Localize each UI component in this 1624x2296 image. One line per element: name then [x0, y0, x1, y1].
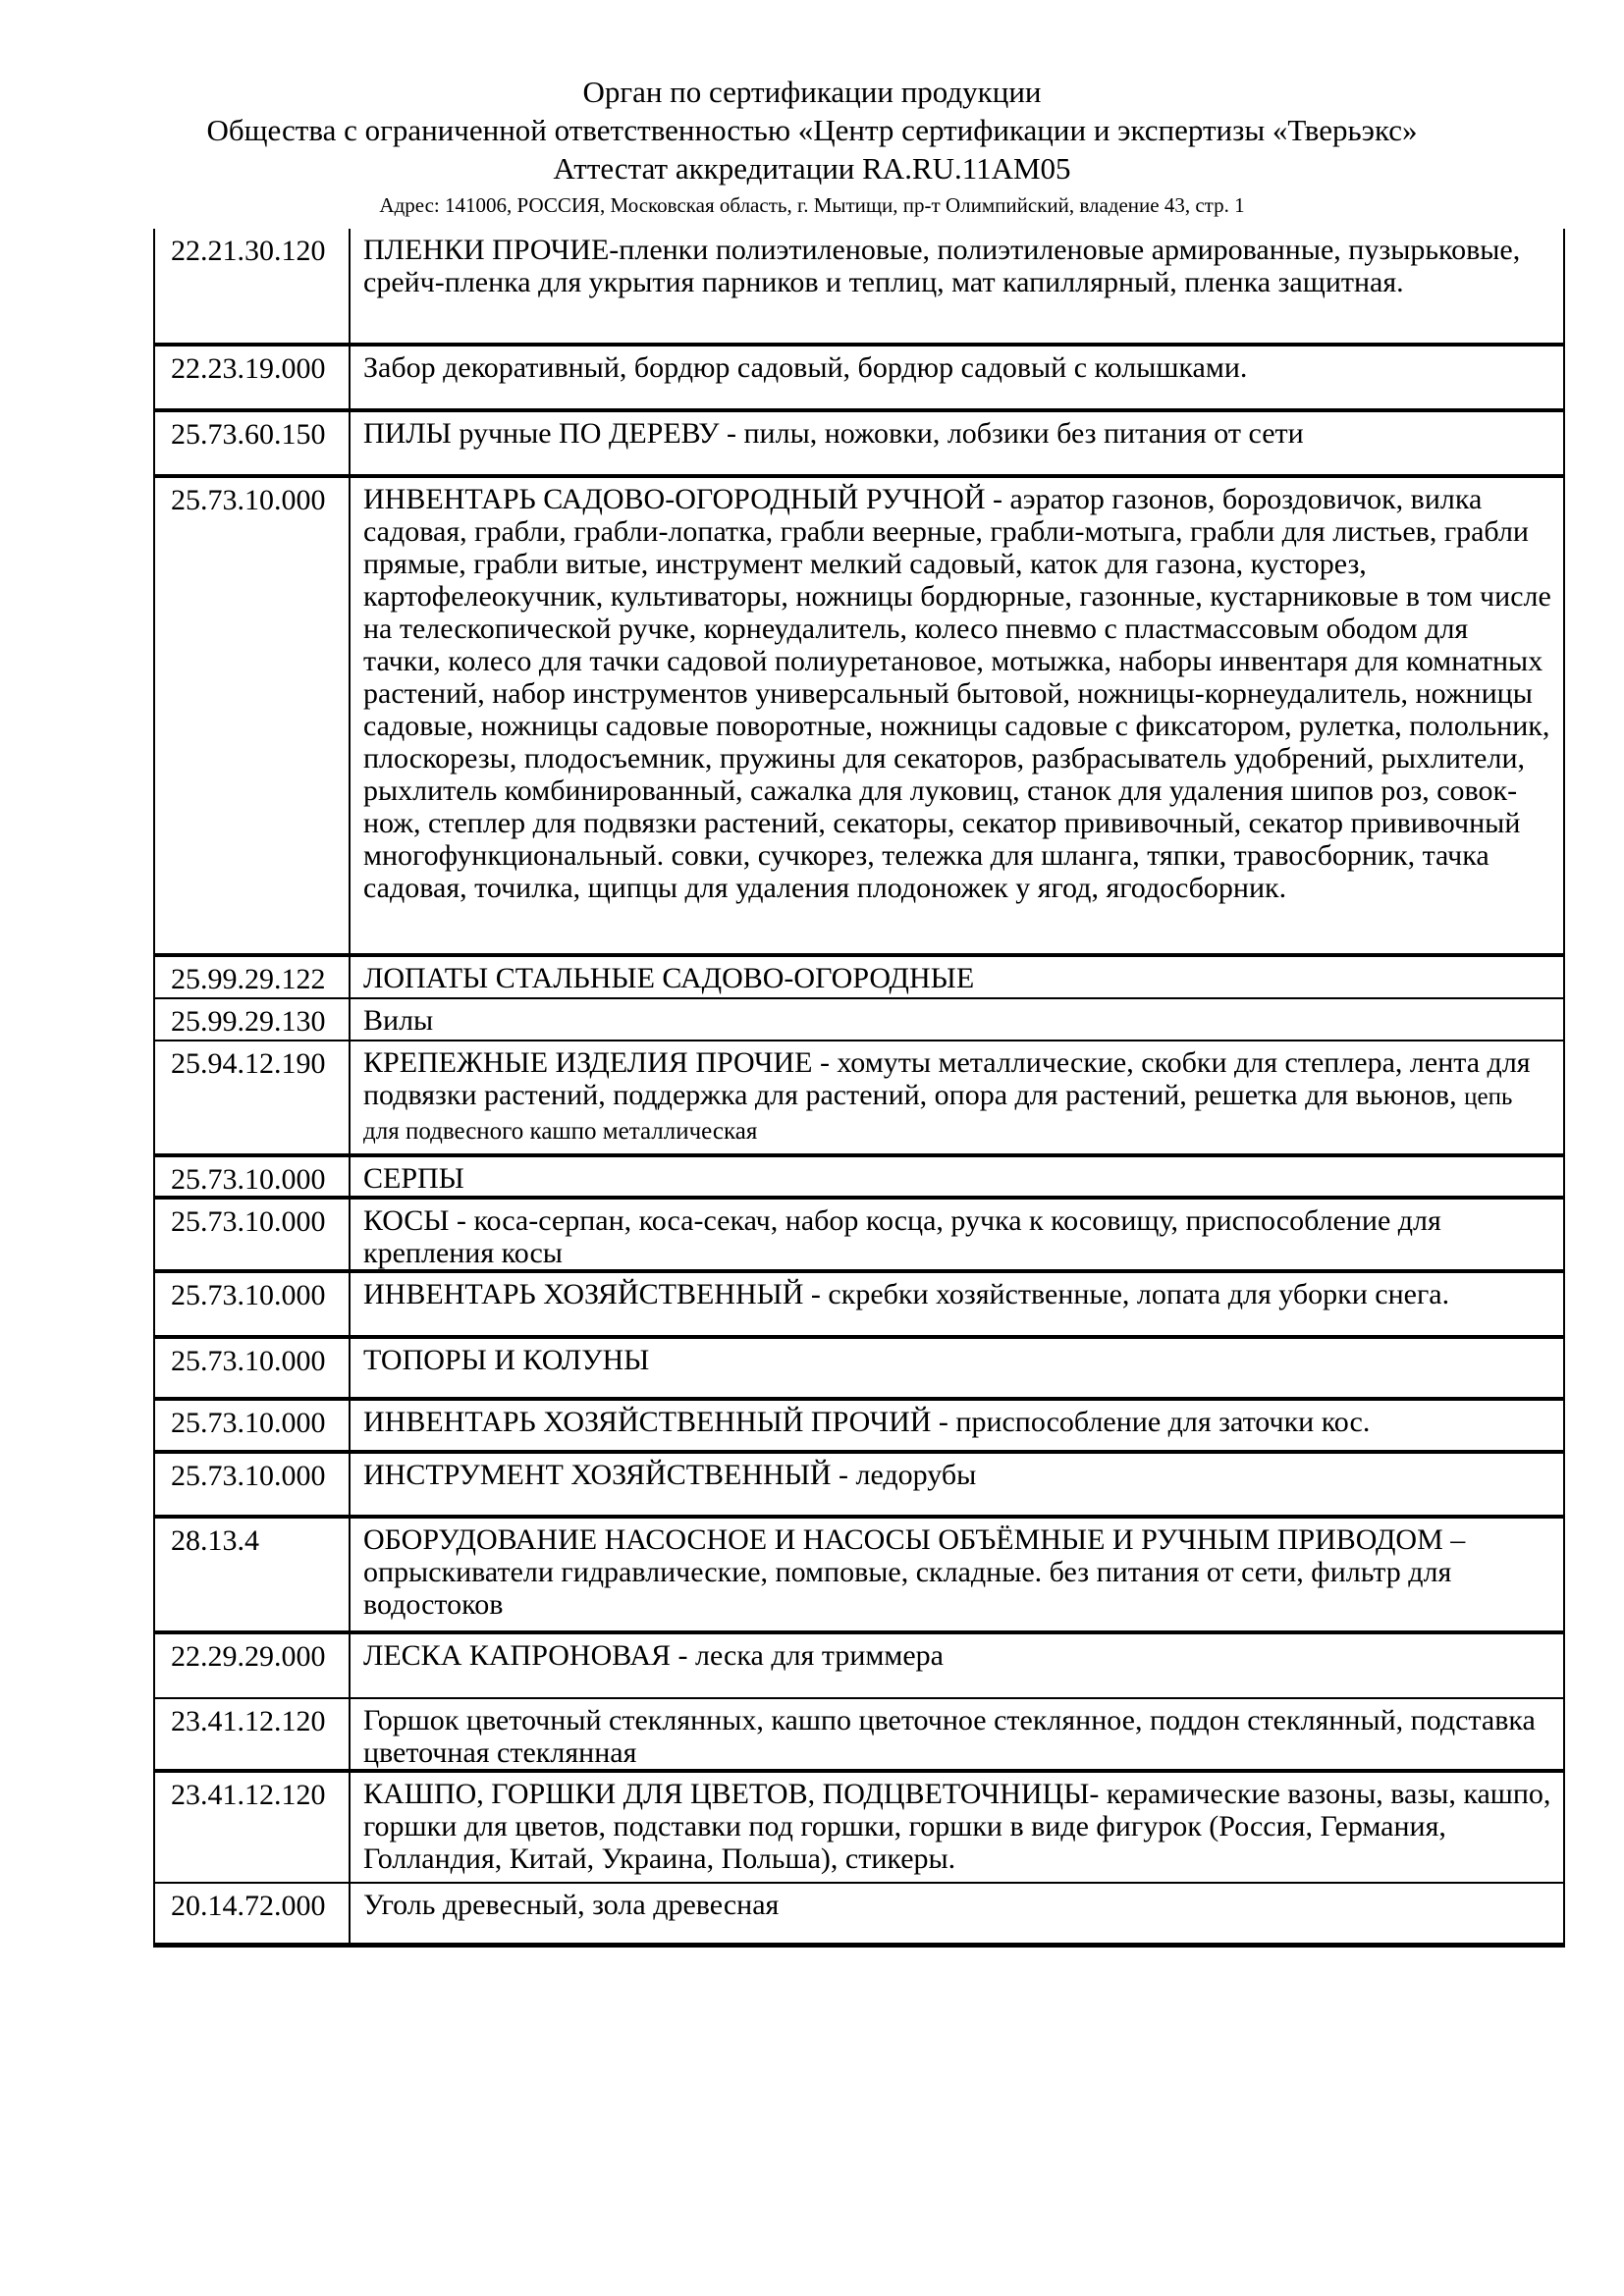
product-description-cell — [351, 1401, 1563, 1450]
table-row — [155, 1454, 1563, 1519]
product-description-text: Горшок цветочный стеклянных, кашпо цветочное стеклянное, поддон стеклянный, подставка цветочная стеклянная — [363, 1704, 1536, 1769]
product-description-text: КОСЫ - коса-серпан, коса-секач, набор косца, ручка к косовищу, приспособление для крепления косы — [363, 1204, 1441, 1269]
product-code-cell: 25.73.10.000 — [155, 478, 351, 953]
product-description-cell — [351, 347, 1563, 408]
table-row — [155, 1157, 1563, 1200]
certification-body-header — [0, 73, 1624, 219]
product-description-cell — [351, 1699, 1563, 1769]
product-description-text: ПЛЕНКИ ПРОЧИЕ-пленки полиэтиленовые, полиэтиленовые армированные, пузырьковые, срейч-пленка для укрытия парников и теплиц, мат капиллярный, пленка защитная. — [363, 234, 1521, 298]
table-row — [155, 1634, 1563, 1699]
product-description-text: СЕРПЫ — [363, 1162, 464, 1195]
product-description-text: КАШПО, ГОРШКИ ДЛЯ ЦВЕТОВ, ПОДЦВЕТОЧНИЦЫ- керамические вазоны, вазы, кашпо, горшки для цветов, подставки под горшки, горшки в виде фигурок (Россия, Германия, Голландия, Китай, Украина, Польша), стикеры. — [363, 1778, 1551, 1875]
table-row — [155, 957, 1563, 999]
header-accreditation-line: Аттестат аккредитации RA.RU.11АМ05 — [553, 151, 1071, 186]
product-description-text: ТОПОРЫ И КОЛУНЫ — [363, 1344, 650, 1376]
product-code-cell: 25.73.10.000 — [155, 1157, 351, 1196]
product-description-cell — [351, 1773, 1563, 1882]
product-code-cell: 25.73.10.000 — [155, 1339, 351, 1397]
header-address-line: Адрес: 141006, РОССИЯ, Московская область, г. Мытищи, пр-т Олимпийский, владение 43, стр. 1 — [379, 193, 1245, 217]
table-row — [155, 1884, 1563, 1948]
product-code-cell: 23.41.12.120 — [155, 1699, 351, 1769]
table-row — [155, 478, 1563, 957]
product-description-cell — [351, 1634, 1563, 1697]
product-code-cell: 28.13.4 — [155, 1519, 351, 1630]
product-description-text: ИНВЕНТАРЬ ХОЗЯЙСТВЕННЫЙ - скребки хозяйственные, лопата для уборки снега. — [363, 1278, 1450, 1310]
product-description-text: ЛОПАТЫ СТАЛЬНЫЕ САДОВО-ОГОРОДНЫЕ — [363, 962, 975, 994]
table-row — [155, 1041, 1563, 1157]
product-description-cell — [351, 229, 1563, 343]
product-description-cell — [351, 1884, 1563, 1943]
table-row — [155, 1773, 1563, 1884]
product-description-text: Забор декоративный, бордюр садовый, бордюр садовый с колышками. — [363, 351, 1248, 384]
product-description-text: ИНВЕНТАРЬ САДОВО-ОГОРОДНЫЙ РУЧНОЙ - аэратор газонов, бороздовичок, вилка садовая, грабли, грабли-лопатка, грабли веерные, грабли-мотыга, грабли для листьев, грабли прямые, грабли витые, инструмент мелкий садовый, каток для газона, кусторез, картофелеокучник, культиваторы, ножницы бордюрные, газонные, кустарниковые в том числе на телескопической ручке, корнеудалитель, колесо пневмо с пластмассовым ободом для тачки, колесо для тачки садовой полиуретановое, мотыжка, наборы инвентаря для комнатных растений, набор инструментов универсальный бытовой, ножницы-корнеудалитель, ножницы садовые, ножницы садовые поворотные, ножницы садовые с фиксатором, рулетка, полольник, плоскорезы, плодосъемник, пружины для секаторов, разбрасыватель удобрений, рыхлители, рыхлитель комбинированный, сажалка для луковиц, станок для удаления шипов роз, совок-нож, степлер для подвязки растений, секаторы, секатор прививочный, секатор прививочный многофункциональный. совки, сучкорез, тележка для шланга, тяпки, травосборник, тачка садовая, точилка, щипцы для удаления плодоножек у ягод, ягодосборник. — [363, 483, 1551, 904]
product-codes-table — [153, 229, 1565, 1948]
product-code-cell: 22.21.30.120 — [155, 229, 351, 343]
product-description-cell — [351, 957, 1563, 997]
product-description-cell — [351, 412, 1563, 474]
product-code-cell: 22.23.19.000 — [155, 347, 351, 408]
table-row — [155, 347, 1563, 412]
product-code-cell: 25.73.60.150 — [155, 412, 351, 474]
table-row — [155, 229, 1563, 347]
product-code-cell: 23.41.12.120 — [155, 1773, 351, 1882]
product-description-text: ЛЕСКА КАПРОНОВАЯ - леска для триммера — [363, 1639, 944, 1672]
table-row — [155, 1273, 1563, 1339]
product-description-text: ОБОРУДОВАНИЕ НАСОСНОЕ И НАСОСЫ ОБЪЁМНЫЕ И РУЧНЫМ ПРИВОДОМ – опрыскиватели гидравлические, помповые, складные. без питания от сети, фильтр для водостоков — [363, 1523, 1466, 1621]
product-description-text: Уголь древесный, зола древесная — [363, 1889, 780, 1921]
table-row — [155, 412, 1563, 478]
product-description-cell — [351, 999, 1563, 1040]
product-description-cell — [351, 478, 1563, 953]
product-code-cell: 25.94.12.190 — [155, 1041, 351, 1153]
product-code-cell: 25.73.10.000 — [155, 1401, 351, 1450]
product-description-cell — [351, 1273, 1563, 1335]
product-description-cell — [351, 1519, 1563, 1630]
product-code-cell: 25.99.29.130 — [155, 999, 351, 1040]
product-code-cell: 25.73.10.000 — [155, 1273, 351, 1335]
product-description-cell — [351, 1454, 1563, 1515]
product-code-cell: 25.73.10.000 — [155, 1200, 351, 1269]
product-description-small-text: цепь для подвесного кашпо металлическая — [363, 1084, 1513, 1145]
product-code-cell: 25.99.29.122 — [155, 957, 351, 997]
table-row — [155, 1200, 1563, 1273]
table-row — [155, 1339, 1563, 1401]
product-code-cell: 25.73.10.000 — [155, 1454, 351, 1515]
header-company-line: Общества с ограниченной ответственностью «Центр сертификации и экспертизы «Тверьэкс» — [206, 113, 1418, 147]
product-description-cell — [351, 1157, 1563, 1196]
product-description-text: ПИЛЫ ручные ПО ДЕРЕВУ - пилы, ножовки, лобзики без питания от сети — [363, 417, 1304, 450]
product-code-cell: 20.14.72.000 — [155, 1884, 351, 1943]
product-description-cell — [351, 1041, 1563, 1153]
product-description-text: ИНСТРУМЕНТ ХОЗЯЙСТВЕННЫЙ - ледорубы — [363, 1459, 977, 1491]
product-code-cell: 22.29.29.000 — [155, 1634, 351, 1697]
product-description-cell — [351, 1339, 1563, 1397]
header-org-line: Орган по сертификации продукции — [582, 75, 1042, 109]
product-description-text: Вилы — [363, 1004, 434, 1037]
product-description-cell — [351, 1200, 1563, 1269]
table-row — [155, 1401, 1563, 1454]
product-description-text: ИНВЕНТАРЬ ХОЗЯЙСТВЕННЫЙ ПРОЧИЙ - приспособление для заточки кос. — [363, 1406, 1371, 1438]
product-description-text: КРЕПЕЖНЫЕ ИЗДЕЛИЯ ПРОЧИЕ - хомуты металлические, скобки для степлера, лента для подвязки растений, поддержка для растений, опора для растений, решетка для вьюнов, — [363, 1046, 1531, 1111]
table-row — [155, 1519, 1563, 1634]
table-row — [155, 1699, 1563, 1773]
table-row — [155, 999, 1563, 1041]
